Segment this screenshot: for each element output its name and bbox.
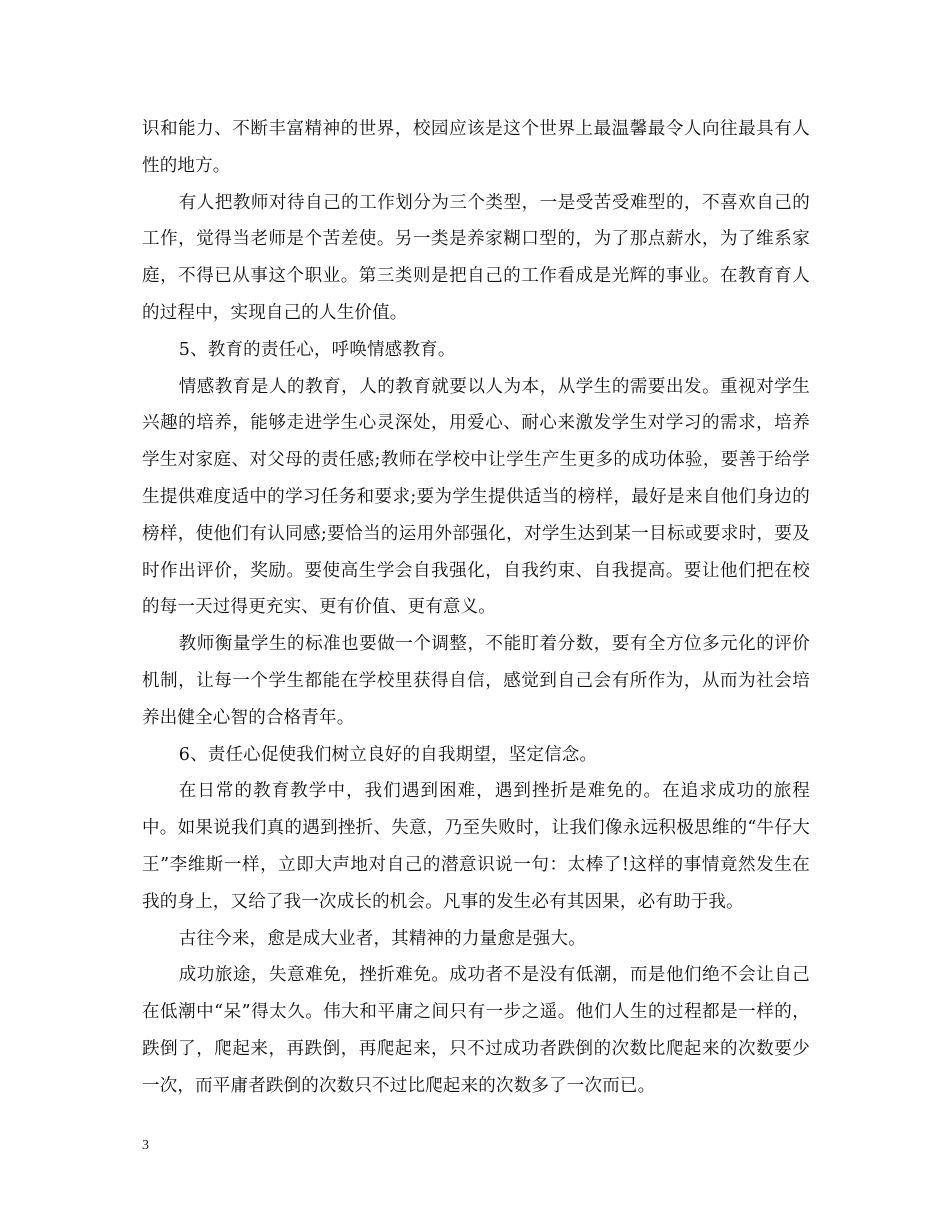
page-number: 3 — [142, 1138, 149, 1153]
section-heading-5: 5、教育的责任心，呼唤情感教育。 — [178, 339, 456, 360]
paragraph-1: 识和能力、不断丰富精神的世界，校园应该是这个世界上最温馨最令人向往最具有人性的地方。 — [142, 119, 810, 176]
paragraph-7: 成功旅途，失意难免，挫折难免。成功者不是没有低潮，而是他们绝不会让自己在低潮中“呆”得太久。伟大和平庸之间只有一步之遥。他们人生的过程都是一样的，跌倒了，爬起来，再跌倒，再爬起来，只不过成功者跌倒的次数比爬起来的次数要少一次，而平庸者跌倒的次数只不过比爬起来的次数多了一次而已。 — [142, 965, 810, 1096]
paragraph-6: 古往今来，愈是成大业者，其精神的力量愈是强大。 — [178, 928, 586, 949]
paragraph-4: 教师衡量学生的标准也要做一个调整，不能盯着分数，要有全方位多元化的评价机制，让每一个学生都能在学校里获得自信，感觉到自己会有所作为，从而为社会培养出健全心智的合格青年。 — [142, 634, 810, 728]
paragraph-5: 在日常的教育教学中，我们遇到困难，遇到挫折是难免的。在追求成功的旅程中。如果说我们真的遇到挫折、失意，乃至失败时，让我们像永远积极思维的“牛仔大王”李维斯一样，立即大声地对自己的潜意识说一句：太棒了!这样的事情竟然发生在我的身上，又给了我一次成长的机会。凡事的发生必有其因果，必有助于我。 — [142, 781, 810, 912]
document-body — [142, 111, 810, 1105]
section-heading-6: 6、责任心促使我们树立良好的自我期望，坚定信念。 — [178, 744, 598, 765]
paragraph-2: 有人把教师对待自己的工作划分为三个类型，一是受苦受难型的，不喜欢自己的工作，觉得当老师是个苦差使。另一类是养家糊口型的，为了那点薪水，为了维系家庭，不得已从事这个职业。第三类则是把自己的工作看成是光辉的事业。在教育育人的过程中，实现自己的人生价值。 — [142, 192, 810, 323]
paragraph-3: 情感教育是人的教育，人的教育就要以人为本，从学生的需要出发。重视对学生兴趣的培养，能够走进学生心灵深处，用爱心、耐心来激发学生对学习的需求，培养学生对家庭、对父母的责任感;教师在学校中让学生产生更多的成功体验，要善于给学生提供难度适中的学习任务和要求;要为学生提供适当的榜样，最好是来自他们身边的榜样，使他们有认同感;要恰当的运用外部强化，对学生达到某一目标或要求时，要及时作出评价，奖励。要使高生学会自我强化，自我约束、自我提高。要让他们把在校的每一天过得更充实、更有价值、更有意义。 — [142, 376, 810, 618]
